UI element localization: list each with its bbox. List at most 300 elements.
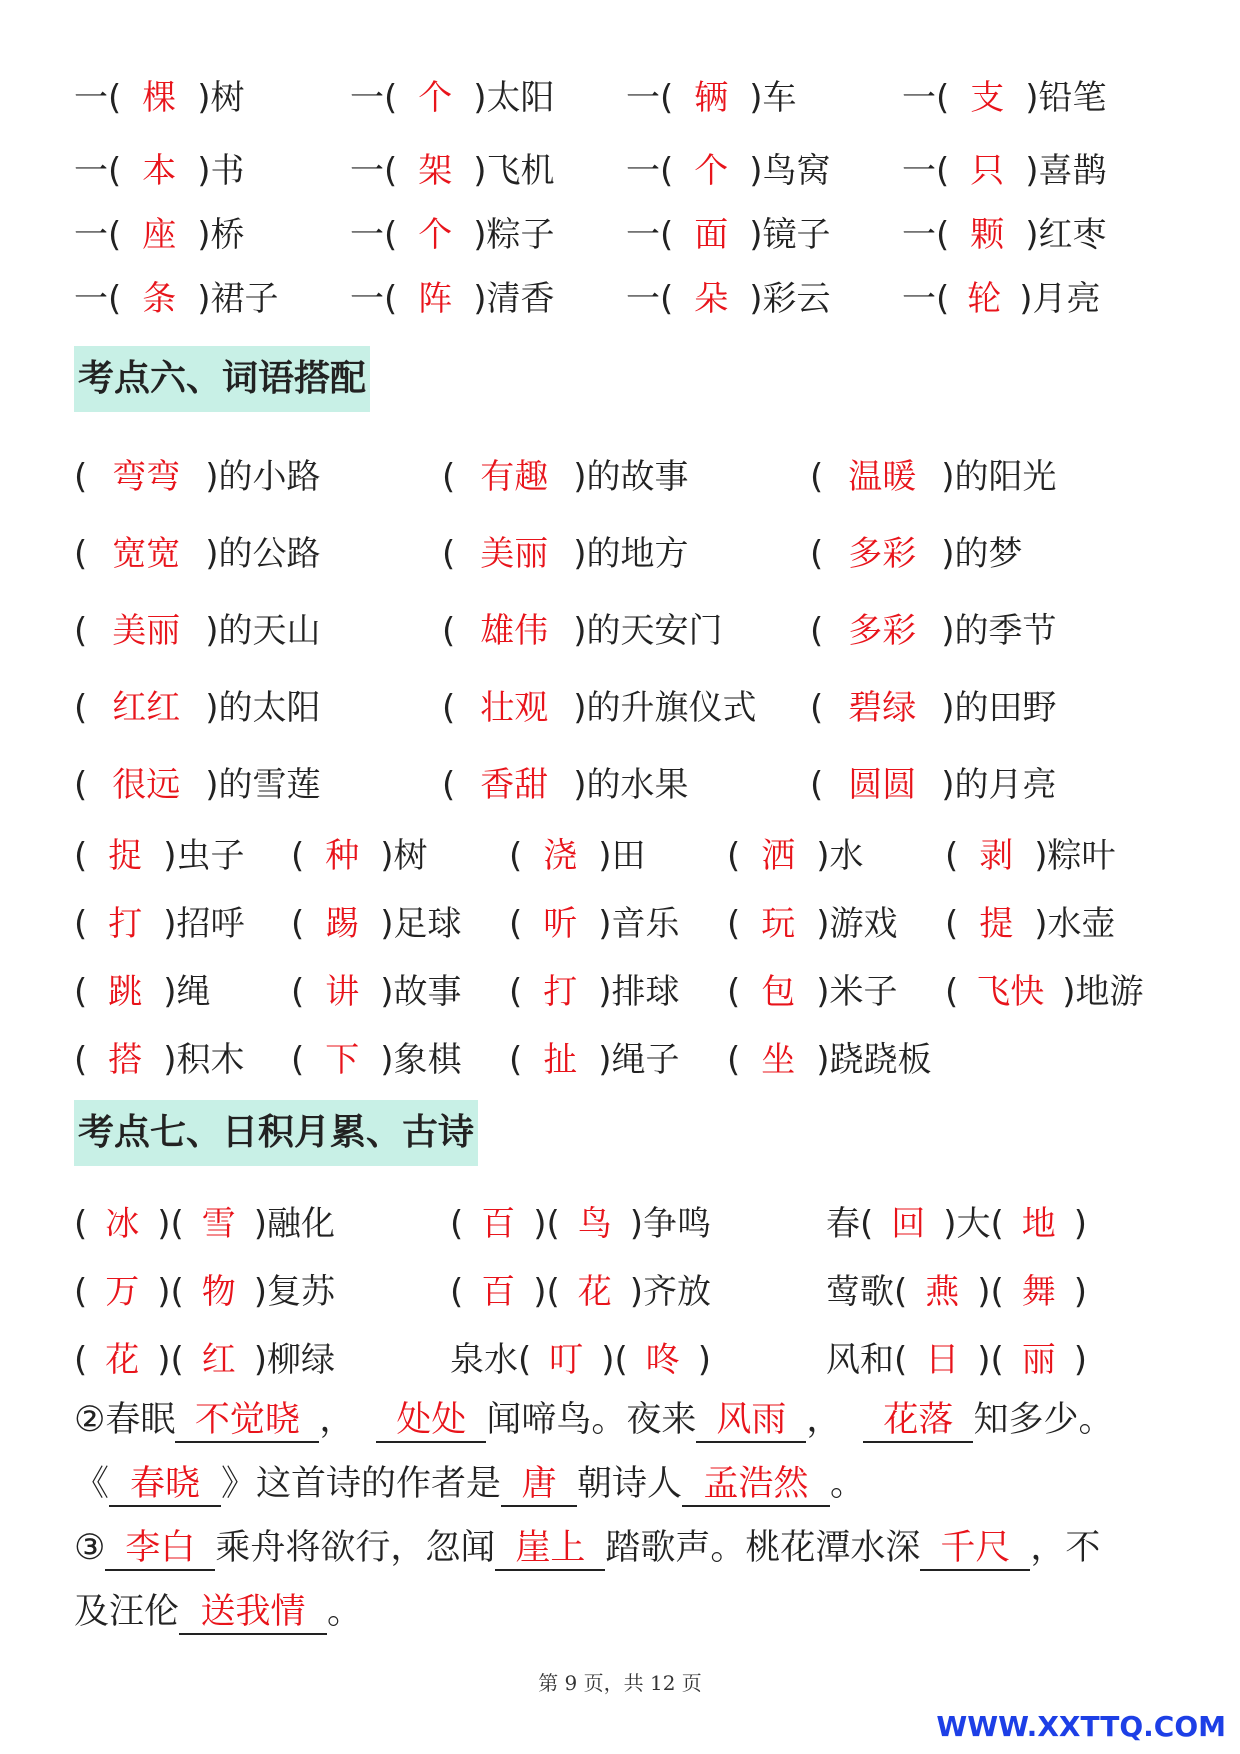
item-prefix: 一( <box>626 78 674 118</box>
item-suffix: )的水果 <box>573 765 689 805</box>
answer-text: 不觉晓 <box>175 1399 319 1443</box>
answer-text: 飞快 <box>976 972 1045 1012</box>
measure-item <box>626 73 797 123</box>
item-suffix: )绳 <box>163 972 211 1012</box>
idiom-row <box>0 1267 1240 1317</box>
idiom-item <box>450 1267 711 1317</box>
item-suffix: )跷跷板 <box>816 1040 932 1080</box>
measure-item <box>902 146 1107 196</box>
verb-item <box>945 831 1116 881</box>
item-prefix: ( <box>74 1204 88 1244</box>
verb-row <box>0 899 1240 949</box>
answer-text: 宽宽 <box>112 534 181 574</box>
item-prefix: ( <box>727 1040 741 1080</box>
poem-text: ，不 <box>1030 1528 1101 1568</box>
item-prefix: ( <box>74 972 88 1012</box>
answer-text: 回 <box>891 1204 926 1244</box>
item-suffix: )彩云 <box>749 279 831 319</box>
item-suffix: )的公路 <box>205 534 321 574</box>
item-suffix: )游戏 <box>816 904 898 944</box>
item-middle: )( <box>533 1272 560 1312</box>
measure-item <box>626 146 831 196</box>
item-prefix: ( <box>74 1340 88 1380</box>
answer-text: 壮观 <box>480 688 549 728</box>
answer-text: 浇 <box>543 836 578 876</box>
answer-text: 叮 <box>549 1340 584 1380</box>
answer-text: 春晓 <box>109 1463 221 1507</box>
answer-text: 孟浩然 <box>682 1463 830 1507</box>
answer-text: 处处 <box>376 1399 486 1443</box>
item-prefix: ( <box>509 904 523 944</box>
item-prefix: ( <box>74 836 88 876</box>
answer-text: 玩 <box>761 904 796 944</box>
item-prefix: ( <box>945 972 959 1012</box>
answer-text: 跳 <box>108 972 143 1012</box>
poem-text: ， <box>319 1400 355 1440</box>
answer-text: 坐 <box>761 1040 796 1080</box>
item-suffix: )招呼 <box>163 904 245 944</box>
verb-row <box>0 831 1240 881</box>
answer-text: 地 <box>1021 1204 1056 1244</box>
poem-text: 及汪伦 <box>74 1592 180 1632</box>
item-prefix: 一( <box>74 78 122 118</box>
item-prefix: 一( <box>626 279 674 319</box>
item-middle: )( <box>977 1272 1004 1312</box>
answer-text: 支 <box>970 78 1005 118</box>
item-suffix: )虫子 <box>163 836 245 876</box>
answer-text: 圆圆 <box>848 765 917 805</box>
answer-text: 百 <box>481 1272 516 1312</box>
answer-text: 万 <box>105 1272 140 1312</box>
pairing-item <box>810 683 1057 733</box>
answer-text: 弯弯 <box>112 457 181 497</box>
answer-text: 千尺 <box>920 1527 1030 1571</box>
verb-item <box>509 831 646 881</box>
measure-item <box>902 73 1107 123</box>
answer-text: 日 <box>925 1340 960 1380</box>
item-prefix: 风和( <box>826 1340 908 1380</box>
item-middle: )( <box>157 1204 184 1244</box>
item-prefix: ( <box>74 1272 88 1312</box>
answer-text: 百 <box>481 1204 516 1244</box>
item-suffix: )的月亮 <box>941 765 1057 805</box>
section-heading-7: 考点七、日积月累、古诗 <box>74 1100 478 1166</box>
answer-text: 雪 <box>201 1204 236 1244</box>
measure-item <box>902 210 1107 260</box>
item-suffix: )飞机 <box>473 151 555 191</box>
item-suffix: )树 <box>380 836 428 876</box>
item-suffix: )太阳 <box>473 78 555 118</box>
item-prefix: 一( <box>902 215 950 255</box>
item-middle: )大( <box>943 1204 1004 1244</box>
measure-row <box>0 146 1240 196</box>
poem-author-line <box>74 1457 865 1511</box>
item-prefix: 一( <box>350 78 398 118</box>
answer-text: 送我情 <box>179 1591 327 1635</box>
measure-item <box>626 210 831 260</box>
idiom-item <box>826 1335 1087 1385</box>
item-suffix: )米子 <box>816 972 898 1012</box>
item-prefix: ( <box>74 765 88 805</box>
item-middle: )( <box>157 1272 184 1312</box>
item-prefix: ( <box>727 836 741 876</box>
measure-item <box>74 146 245 196</box>
answer-text: 冰 <box>105 1204 140 1244</box>
item-prefix: ( <box>291 1040 305 1080</box>
pairing-item <box>74 760 321 810</box>
answer-text: 种 <box>325 836 360 876</box>
item-prefix: 莺歌( <box>826 1272 908 1312</box>
poem-line-zengwanglun <box>74 1521 1100 1575</box>
poem-text: 。 <box>830 1464 866 1504</box>
idiom-row <box>0 1335 1240 1385</box>
item-suffix: )积木 <box>163 1040 245 1080</box>
answer-text: 温暖 <box>848 457 917 497</box>
answer-text: 棵 <box>142 78 177 118</box>
measure-item <box>350 274 555 324</box>
item-prefix: 一( <box>902 78 950 118</box>
poem-text: ③ <box>74 1528 106 1568</box>
item-prefix: ( <box>291 972 305 1012</box>
item-suffix: )喜鹊 <box>1025 151 1107 191</box>
answer-text: 有趣 <box>480 457 549 497</box>
idiom-item <box>74 1267 335 1317</box>
answer-text: 打 <box>108 904 143 944</box>
measure-item <box>350 146 555 196</box>
poem-text: ②春眠 <box>74 1400 176 1440</box>
item-suffix: )田 <box>598 836 646 876</box>
answer-text: 颗 <box>970 215 1005 255</box>
answer-text: 丽 <box>1021 1340 1056 1380</box>
answer-text: 阵 <box>418 279 453 319</box>
item-suffix: )排球 <box>598 972 680 1012</box>
poem-text: 乘舟将欲行，忽闻 <box>215 1528 496 1568</box>
answer-text: 只 <box>970 151 1005 191</box>
answer-text: 碧绿 <box>848 688 917 728</box>
item-suffix: )齐放 <box>629 1272 712 1312</box>
item-suffix: )的天山 <box>205 611 321 651</box>
answer-text: 座 <box>142 215 177 255</box>
answer-text: 咚 <box>645 1340 680 1380</box>
item-suffix: )足球 <box>380 904 462 944</box>
item-suffix: ) <box>1073 1204 1088 1244</box>
item-prefix: ( <box>509 1040 523 1080</box>
item-prefix: ( <box>74 534 88 574</box>
answer-text: 包 <box>761 972 796 1012</box>
item-suffix: )融化 <box>253 1204 336 1244</box>
answer-text: 物 <box>201 1272 236 1312</box>
answer-text: 燕 <box>925 1272 960 1312</box>
pairing-item <box>810 606 1057 656</box>
answer-text: 花 <box>105 1340 140 1380</box>
pairing-item <box>74 683 321 733</box>
verb-item <box>727 899 898 949</box>
verb-item <box>291 1035 462 1085</box>
item-suffix: )柳绿 <box>253 1340 336 1380</box>
item-prefix: 一( <box>350 215 398 255</box>
item-suffix: )的雪莲 <box>205 765 321 805</box>
pairing-item <box>74 606 321 656</box>
item-prefix: ( <box>450 1272 464 1312</box>
item-suffix: )铅笔 <box>1025 78 1107 118</box>
measure-item <box>74 73 245 123</box>
poem-line-zengwanglun-2 <box>74 1585 362 1639</box>
pairing-item <box>810 452 1057 502</box>
answer-text: 红 <box>201 1340 236 1380</box>
item-prefix: ( <box>945 836 959 876</box>
answer-text: 香甜 <box>480 765 549 805</box>
answer-text: 个 <box>418 78 453 118</box>
answer-text: 红红 <box>112 688 181 728</box>
item-prefix: ( <box>291 904 305 944</box>
verb-item <box>945 967 1144 1017</box>
item-suffix: )水 <box>816 836 864 876</box>
item-prefix: ( <box>727 972 741 1012</box>
answer-text: 美丽 <box>112 611 181 651</box>
answer-text: 美丽 <box>480 534 549 574</box>
item-prefix: ( <box>810 765 824 805</box>
measure-row <box>0 210 1240 260</box>
verb-item <box>291 831 428 881</box>
verb-row <box>0 1035 1240 1085</box>
answer-text: 个 <box>694 151 729 191</box>
item-suffix: )争鸣 <box>629 1204 712 1244</box>
answer-text: 唐 <box>501 1463 577 1507</box>
item-prefix: ( <box>450 1204 464 1244</box>
item-suffix: )故事 <box>380 972 462 1012</box>
pairing-item <box>442 529 689 579</box>
poem-text: ， <box>806 1400 842 1440</box>
verb-row <box>0 967 1240 1017</box>
item-suffix: )红枣 <box>1025 215 1107 255</box>
verb-item <box>291 899 462 949</box>
item-prefix: ( <box>442 457 456 497</box>
item-prefix: 一( <box>74 151 122 191</box>
item-suffix: )水壶 <box>1034 904 1116 944</box>
answer-text: 洒 <box>761 836 796 876</box>
item-middle: )( <box>977 1340 1004 1380</box>
item-suffix: )桥 <box>197 215 245 255</box>
item-suffix: )的梦 <box>941 534 1023 574</box>
item-suffix: )粽叶 <box>1034 836 1116 876</box>
item-middle: )( <box>157 1340 184 1380</box>
measure-row <box>0 274 1240 324</box>
answer-text: 朵 <box>694 279 729 319</box>
watermark: WWW.XXTTQ.COM <box>936 1710 1226 1743</box>
answer-text: 舞 <box>1021 1272 1056 1312</box>
item-prefix: ( <box>509 972 523 1012</box>
verb-item <box>509 899 680 949</box>
measure-item <box>626 274 831 324</box>
answer-text: 花 <box>577 1272 612 1312</box>
answer-text: 花落 <box>863 1399 973 1443</box>
adjective-row <box>0 760 1240 810</box>
item-prefix: 一( <box>626 215 674 255</box>
item-prefix: 一( <box>74 279 122 319</box>
item-prefix: ( <box>442 534 456 574</box>
item-prefix: ( <box>945 904 959 944</box>
item-prefix: 一( <box>626 151 674 191</box>
answer-text: 李白 <box>105 1527 215 1571</box>
item-suffix: )的阳光 <box>941 457 1057 497</box>
item-prefix: 春( <box>826 1204 874 1244</box>
item-suffix: )绳子 <box>598 1040 680 1080</box>
item-suffix: )裙子 <box>197 279 279 319</box>
answer-text: 捉 <box>108 836 143 876</box>
pairing-item <box>442 606 723 656</box>
answer-text: 很远 <box>112 765 181 805</box>
measure-item <box>350 73 555 123</box>
item-suffix: )粽子 <box>473 215 555 255</box>
item-suffix: )的地方 <box>573 534 689 574</box>
item-suffix: )音乐 <box>598 904 680 944</box>
item-prefix: ( <box>74 688 88 728</box>
item-prefix: ( <box>291 836 305 876</box>
poem-text: 《 <box>74 1464 110 1504</box>
item-prefix: ( <box>442 688 456 728</box>
item-suffix: )的田野 <box>941 688 1057 728</box>
answer-text: 雄伟 <box>480 611 549 651</box>
adjective-row <box>0 683 1240 733</box>
item-suffix: ) <box>1073 1272 1088 1312</box>
answer-text: 多彩 <box>848 611 917 651</box>
verb-item <box>727 831 864 881</box>
item-suffix: )镜子 <box>749 215 831 255</box>
item-prefix: 泉水( <box>450 1340 532 1380</box>
poem-text: 闻啼鸟。夜来 <box>486 1400 697 1440</box>
item-prefix: ( <box>442 765 456 805</box>
poem-text: 知多少。 <box>973 1400 1114 1440</box>
item-middle: )( <box>601 1340 628 1380</box>
answer-text: 打 <box>543 972 578 1012</box>
item-suffix: )的季节 <box>941 611 1057 651</box>
item-suffix: )的故事 <box>573 457 689 497</box>
answer-text: 鸟 <box>577 1204 612 1244</box>
poem-text: 朝诗人 <box>577 1464 683 1504</box>
answer-text: 辆 <box>694 78 729 118</box>
adjective-row <box>0 606 1240 656</box>
item-suffix: )的升旗仪式 <box>573 688 757 728</box>
item-suffix: )鸟窝 <box>749 151 831 191</box>
answer-text: 风雨 <box>696 1399 806 1443</box>
pairing-item <box>442 760 689 810</box>
measure-item <box>902 274 1101 324</box>
answer-text: 架 <box>418 151 453 191</box>
adjective-row <box>0 452 1240 502</box>
answer-text: 轮 <box>967 279 1002 319</box>
item-prefix: ( <box>810 534 824 574</box>
idiom-row <box>0 1199 1240 1249</box>
answer-text: 多彩 <box>848 534 917 574</box>
verb-item <box>74 967 211 1017</box>
item-suffix: )树 <box>197 78 245 118</box>
poem-text: 。 <box>327 1592 363 1632</box>
answer-text: 崖上 <box>495 1527 605 1571</box>
page-footer: 第 9 页，共 12 页 <box>538 1671 702 1695</box>
answer-text: 剥 <box>979 836 1014 876</box>
item-suffix: ) <box>1073 1340 1088 1380</box>
item-suffix: ) <box>697 1340 712 1380</box>
item-prefix: 一( <box>350 279 398 319</box>
item-prefix: ( <box>810 457 824 497</box>
verb-item <box>727 1035 932 1085</box>
measure-item <box>74 210 245 260</box>
answer-text: 听 <box>543 904 578 944</box>
item-suffix: )象棋 <box>380 1040 462 1080</box>
adjective-row <box>0 529 1240 579</box>
answer-text: 搭 <box>108 1040 143 1080</box>
poem-text: 》这首诗的作者是 <box>221 1464 502 1504</box>
idiom-item <box>826 1267 1087 1317</box>
answer-text: 个 <box>418 215 453 255</box>
item-prefix: ( <box>810 688 824 728</box>
verb-item <box>291 967 462 1017</box>
item-prefix: 一( <box>74 215 122 255</box>
verb-item <box>945 899 1116 949</box>
item-prefix: 一( <box>350 151 398 191</box>
item-prefix: 一( <box>902 279 950 319</box>
item-suffix: )的小路 <box>205 457 321 497</box>
verb-item <box>509 967 680 1017</box>
pairing-item <box>810 529 1023 579</box>
item-middle: )( <box>533 1204 560 1244</box>
answer-text: 提 <box>979 904 1014 944</box>
item-suffix: )月亮 <box>1019 279 1101 319</box>
measure-item <box>350 210 555 260</box>
item-suffix: )的太阳 <box>205 688 321 728</box>
idiom-item <box>74 1335 335 1385</box>
answer-text: 讲 <box>325 972 360 1012</box>
item-prefix: 一( <box>902 151 950 191</box>
idiom-item <box>450 1335 711 1385</box>
pairing-item <box>74 452 321 502</box>
item-suffix: )地游 <box>1062 972 1144 1012</box>
item-prefix: ( <box>509 836 523 876</box>
item-suffix: )书 <box>197 151 245 191</box>
section-heading-6: 考点六、词语搭配 <box>74 346 370 412</box>
idiom-item <box>826 1199 1087 1249</box>
item-prefix: ( <box>442 611 456 651</box>
item-suffix: )的天安门 <box>573 611 723 651</box>
verb-item <box>74 831 245 881</box>
item-suffix: )复苏 <box>253 1272 336 1312</box>
item-prefix: ( <box>727 904 741 944</box>
pairing-item <box>810 760 1057 810</box>
answer-text: 面 <box>694 215 729 255</box>
item-suffix: )清香 <box>473 279 555 319</box>
poem-line-chunxiao <box>74 1393 1113 1447</box>
item-prefix: ( <box>74 1040 88 1080</box>
answer-text: 踢 <box>325 904 360 944</box>
poem-text: 踏歌声。桃花潭水深 <box>605 1528 921 1568</box>
idiom-item <box>74 1199 335 1249</box>
verb-item <box>727 967 898 1017</box>
pairing-item <box>442 452 689 502</box>
verb-item <box>74 1035 245 1085</box>
measure-row <box>0 73 1240 123</box>
item-prefix: ( <box>74 611 88 651</box>
answer-text: 扯 <box>543 1040 578 1080</box>
answer-text: 本 <box>142 151 177 191</box>
item-prefix: ( <box>74 457 88 497</box>
answer-text: 下 <box>325 1040 360 1080</box>
answer-text: 条 <box>142 279 177 319</box>
idiom-item <box>450 1199 711 1249</box>
item-prefix: ( <box>810 611 824 651</box>
item-suffix: )车 <box>749 78 797 118</box>
pairing-item <box>442 683 757 733</box>
measure-item <box>74 274 279 324</box>
